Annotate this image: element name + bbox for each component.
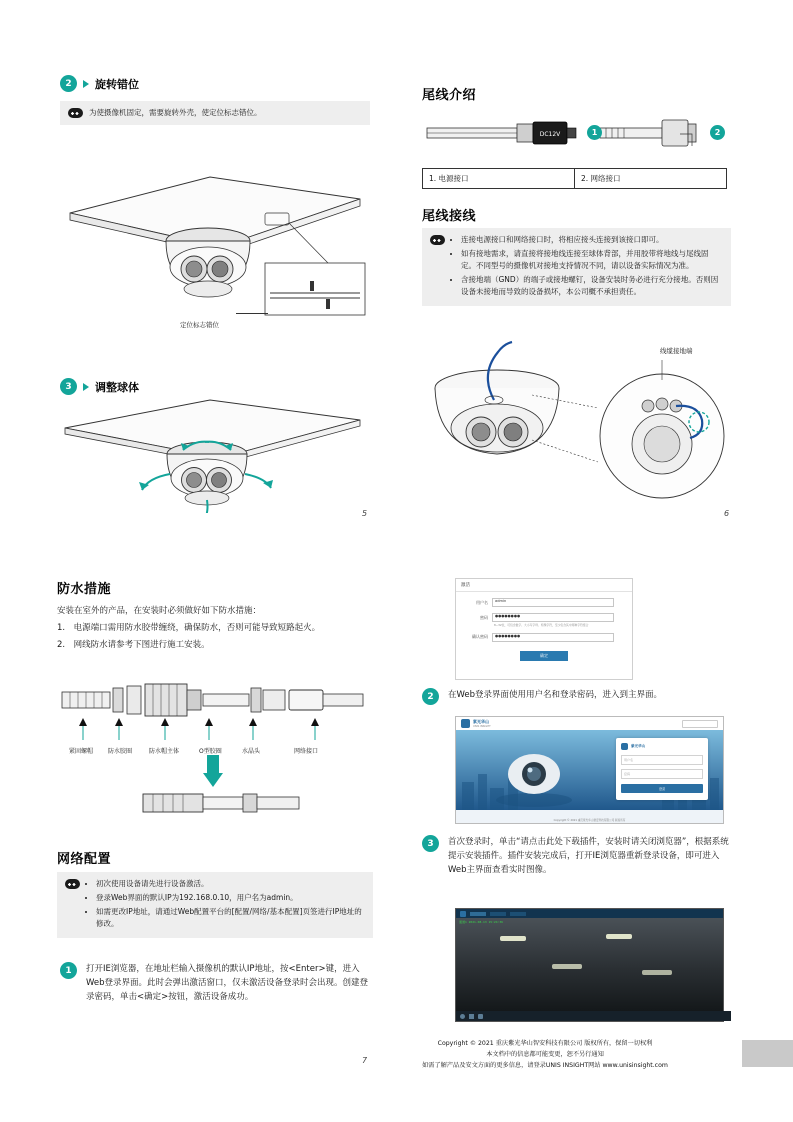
heading-tail-intro bbox=[422, 84, 476, 103]
activation-label-username: 用户名 bbox=[476, 599, 488, 605]
network-note-2: • 登录Web界面的默认IP为192.168.0.10，用户名为admin。 bbox=[96, 892, 365, 904]
tail-wiring-note bbox=[422, 228, 731, 306]
step-2-note-text: 为使摄像机固定，需要旋转外壳，使定位标志错位。 bbox=[89, 108, 262, 117]
footer-line-2: 本文档中的信息都可能变更，恕不另行通知 bbox=[486, 1051, 604, 1059]
page-edge-marker bbox=[742, 1040, 793, 1067]
heading-network-config bbox=[57, 848, 111, 867]
network-note-list bbox=[86, 878, 365, 932]
activation-dialog bbox=[455, 578, 633, 680]
waterproof-item-2: 2. 网线防水请参考下图进行施工安装。 bbox=[57, 640, 210, 650]
browser-search-box[interactable] bbox=[682, 720, 718, 728]
tail-note-3: • 含接地端（GND）的端子或接地螺钉，设备安装时务必进行充分接地。否则因设备未接地而导致的设备损坏，本公司概不承担责任。 bbox=[461, 274, 723, 298]
illustration-adjust-ball bbox=[55, 398, 375, 508]
live-view-screenshot bbox=[455, 908, 724, 1022]
rotate-dome-svg bbox=[60, 155, 370, 370]
connector-badge-2: 2 bbox=[710, 125, 725, 140]
video-canvas[interactable] bbox=[456, 918, 723, 1011]
activation-confirm-input[interactable]: ●●●●●●●● bbox=[492, 633, 614, 642]
connector-table-cell-2: 2. 网络接口 bbox=[581, 174, 621, 183]
live-view-toolbar[interactable] bbox=[456, 909, 723, 918]
grounding-svg bbox=[422, 340, 734, 500]
activation-dialog-title: 激活 bbox=[456, 579, 632, 592]
note-bubble-icon bbox=[430, 235, 445, 245]
step-3-badge: 3 bbox=[60, 378, 77, 395]
waterproof-title: 防水措施 bbox=[57, 582, 112, 597]
live-view-tab-3[interactable] bbox=[510, 912, 526, 916]
live-view-tab-2[interactable] bbox=[490, 912, 506, 916]
connectors-svg bbox=[422, 110, 732, 168]
network-note-1: • 初次使用设备请先进行设备激活。 bbox=[96, 878, 365, 890]
live-view-logo-icon bbox=[460, 911, 466, 917]
step-3-title: 调整球体 bbox=[95, 380, 139, 394]
ceiling-light-4 bbox=[642, 970, 672, 975]
bottom-right-step-3 bbox=[422, 835, 734, 877]
connector-table bbox=[422, 168, 727, 189]
brand-name-cn: 紫光华山 bbox=[473, 719, 489, 724]
illustration-waterproof-kit bbox=[57, 660, 372, 825]
part-label-4: 水晶头 bbox=[242, 748, 261, 755]
part-label-1: 防水胶圈 bbox=[108, 748, 133, 755]
activation-confirm-button[interactable]: 确定 bbox=[520, 651, 568, 661]
bottom-left-step-1 bbox=[60, 962, 370, 1004]
part-label-3: O型胶圈 bbox=[199, 748, 222, 755]
brand-name-en: UNIS INSIGHT bbox=[473, 725, 491, 728]
footer-line-1: Copyright © 2021 重庆紫光华山智安科技有限公司 版权所有，保留一切权利 bbox=[437, 1040, 653, 1047]
section-step-2 bbox=[60, 75, 370, 125]
page-number-7: 7 bbox=[362, 1056, 368, 1065]
step-3-heading bbox=[60, 378, 370, 395]
step-2-text-right: 在Web登录界面使用用户名和登录密码，进入到主界面。 bbox=[448, 690, 663, 700]
bottom-right-step-2 bbox=[422, 688, 732, 705]
step-2-badge-right: 2 bbox=[422, 688, 439, 705]
page-number-6: 6 bbox=[724, 509, 730, 518]
brand-logo-icon bbox=[461, 719, 470, 728]
step-2-heading bbox=[60, 75, 370, 92]
part-label-0: 紧固螺帽 bbox=[69, 748, 94, 755]
activation-label-confirm: 确认密码 bbox=[472, 634, 488, 640]
waterproof-kit-svg bbox=[57, 660, 372, 825]
step-arrow-icon bbox=[83, 383, 89, 391]
activation-password-hint: 8~32位，可包含数字、大小写字母、特殊字符，至少包含其中两种字符组合 bbox=[494, 623, 589, 627]
login-submit-button[interactable]: 登录 bbox=[621, 784, 703, 793]
live-view-tab-1[interactable] bbox=[470, 912, 486, 916]
note-bubble-icon bbox=[68, 108, 83, 118]
tail-note-1: • 连接电源接口和网络接口时，将相应接头连接到该接口即可。 bbox=[461, 234, 723, 246]
step-arrow-icon bbox=[83, 80, 89, 88]
login-card bbox=[616, 738, 708, 800]
login-username-input[interactable]: 用户名 bbox=[621, 755, 703, 765]
illustration-connectors bbox=[422, 110, 732, 170]
step-2-note bbox=[60, 101, 370, 125]
heading-waterproof bbox=[57, 578, 111, 597]
tail-intro-title: 尾线介绍 bbox=[422, 88, 477, 103]
video-osd-text: 通道1 2021-08-13 15:24:36 bbox=[459, 920, 503, 924]
login-card-logo-icon bbox=[621, 743, 628, 750]
page-number-5: 5 bbox=[362, 509, 368, 518]
waterproof-intro: 安装在室外的产品，在安装时必须做好如下防水措施： bbox=[57, 606, 262, 616]
login-footer: Copyright © 2021 重庆紫光华山智安科技有限公司 版权所有 bbox=[553, 819, 626, 822]
note-bubble-icon bbox=[65, 879, 80, 889]
caption-leader-line bbox=[236, 313, 268, 314]
network-note bbox=[57, 872, 373, 938]
document-footer bbox=[380, 1038, 710, 1071]
ceiling-light-2 bbox=[606, 934, 632, 939]
step-3-text-right: 首次登录时，单击“请点击此处下载插件，安装时请关闭浏览器”，根据系统提示安装插件。插件安装完成后，打开IE浏览器重新登录设备，即可进入Web主界面查看实时图像。 bbox=[448, 837, 729, 876]
stop-icon[interactable] bbox=[469, 1014, 474, 1019]
snapshot-icon[interactable] bbox=[478, 1014, 483, 1019]
illustration-rotate-dome bbox=[60, 155, 370, 370]
live-view-controls[interactable] bbox=[456, 1011, 731, 1021]
tail-note-2: • 如有接地需求，请直接将接地线连接至球体背部，并用胶带将地线与尾线固定。不同型号的摄像机对接地支持情况不同，请以设备实际情况为准。 bbox=[461, 248, 723, 272]
connector-table-cell-1: 1. 电源接口 bbox=[423, 169, 575, 188]
tail-wiring-title: 尾线接线 bbox=[422, 209, 477, 224]
tail-wiring-note-list bbox=[451, 234, 723, 300]
step-1-badge: 1 bbox=[60, 962, 77, 979]
illustration-grounding bbox=[422, 340, 734, 500]
part-label-2: 防水帽主体 bbox=[149, 748, 180, 755]
activation-username-input[interactable]: admin bbox=[492, 598, 614, 607]
section-step-3 bbox=[60, 378, 370, 395]
network-note-3: • 如需更改IP地址，请通过Web配置平台的[配置/网络/基本配置]页签进行IP地址的修改。 bbox=[96, 906, 365, 930]
part-label-5: 网络接口 bbox=[294, 748, 319, 755]
svg-text:DC12V: DC12V bbox=[539, 131, 561, 138]
login-hero bbox=[456, 730, 723, 810]
heading-tail-wiring bbox=[422, 205, 476, 224]
activation-label-password: 密码 bbox=[480, 614, 488, 620]
connector-badge-1: 1 bbox=[587, 125, 602, 140]
play-icon[interactable] bbox=[460, 1014, 465, 1019]
step-1-text: 打开IE浏览器，在地址栏输入摄像机的默认IP地址，按<Enter>键，进入Web登录界面。此时会弹出激活窗口，仅未激活设备登录时会出现。创建登录密码，单击<确定>按钮，激活设备成功。 bbox=[86, 964, 369, 1003]
ceiling-light-1 bbox=[500, 936, 526, 941]
adjust-ball-svg bbox=[55, 398, 375, 513]
login-password-input[interactable]: 密码 bbox=[621, 769, 703, 779]
activation-password-input[interactable]: ●●●●●●●● bbox=[492, 613, 614, 622]
ceiling-light-3 bbox=[552, 964, 582, 969]
web-login-screenshot bbox=[455, 716, 724, 824]
step-2-title: 旋转错位 bbox=[95, 77, 139, 91]
step-2-badge: 2 bbox=[60, 75, 77, 92]
step-3-badge-right: 3 bbox=[422, 835, 439, 852]
network-config-title: 网络配置 bbox=[57, 852, 112, 867]
ground-terminal-label: 线缆接地端 bbox=[660, 347, 693, 355]
footer-line-3: 如需了解产品及安文方面的更多信息，请登录UNIS INSIGHT网站 www.unisinsight.com bbox=[422, 1062, 668, 1070]
alignment-mark-caption: 定位标志错位 bbox=[180, 321, 219, 329]
login-card-brand: 紫光华山 bbox=[631, 744, 646, 748]
waterproof-item-1: 1. 电源端口需用防水胶带缠绕，确保防水，否则可能导致短路起火。 bbox=[57, 623, 321, 633]
